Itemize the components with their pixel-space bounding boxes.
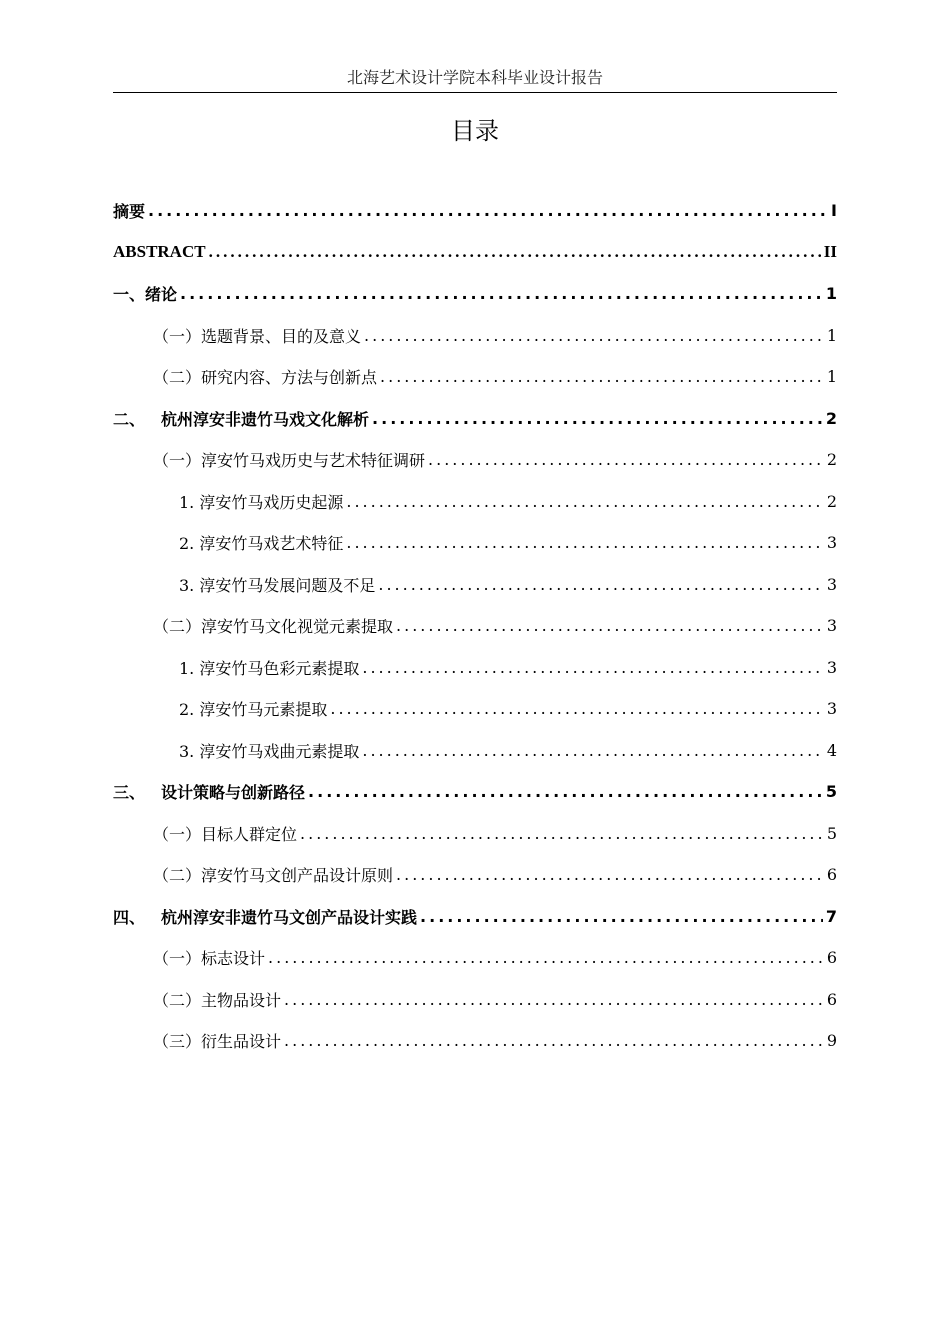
toc-entry[interactable] — [113, 647, 837, 689]
toc-dot-leader — [362, 741, 823, 760]
toc-dot-leader — [428, 450, 824, 469]
toc-dot-leader — [330, 699, 823, 718]
toc-entry[interactable] — [113, 1020, 837, 1062]
toc-dot-leader — [268, 948, 824, 967]
toc-entry-label: 2. 淳安竹马元素提取 — [179, 700, 328, 720]
toc-dot-leader — [346, 533, 823, 552]
toc-entry-page: 3 — [826, 533, 837, 553]
toc-entry-label: ABSTRACT — [113, 242, 206, 262]
toc-entry-page: 6 — [826, 989, 837, 1009]
toc-entry-page: 5 — [826, 823, 837, 843]
toc-entry[interactable] — [113, 896, 837, 938]
toc-dot-leader — [378, 575, 823, 594]
toc-entry-page: 6 — [826, 865, 837, 885]
toc-entry-number: 三、 — [113, 783, 146, 803]
toc-entry-page: 4 — [826, 740, 837, 760]
toc-dot-leader — [420, 907, 823, 926]
toc-entry-page: 3 — [826, 574, 837, 594]
toc-entry-label: 杭州淳安非遗竹马文创产品设计实践 — [161, 907, 418, 927]
toc-entry-label: （三）衍生品设计 — [153, 1032, 282, 1052]
toc-entry-page: 2 — [826, 450, 837, 470]
toc-entry-number: 二、 — [113, 409, 146, 429]
toc-entry[interactable] — [113, 730, 837, 772]
toc-dot-leader — [308, 782, 823, 801]
toc-entry-page: 1 — [826, 367, 837, 387]
toc-entry-page: II — [823, 242, 837, 262]
page-header-text: 北海艺术设计学院本科毕业设计报告 — [346, 68, 603, 87]
page-header — [113, 68, 837, 93]
toc-entry-label: （二）淳安竹马文化视觉元素提取 — [153, 617, 394, 637]
table-of-contents — [113, 190, 837, 1062]
toc-entry[interactable] — [113, 398, 837, 440]
toc-entry-page: 3 — [826, 616, 837, 636]
toc-dot-leader — [284, 990, 824, 1009]
toc-entry-label: （二）主物品设计 — [153, 990, 282, 1010]
toc-entry[interactable] — [113, 273, 837, 315]
toc-entry[interactable] — [113, 522, 837, 564]
toc-entry[interactable] — [113, 481, 837, 523]
toc-dot-leader — [300, 824, 824, 843]
toc-entry-page: 1 — [825, 284, 837, 304]
toc-entry-label: 1. 淳安竹马色彩元素提取 — [179, 658, 360, 678]
toc-dot-leader — [346, 492, 823, 511]
toc-entry-label: 2. 淳安竹马戏艺术特征 — [179, 534, 344, 554]
toc-entry[interactable] — [113, 688, 837, 730]
toc-entry[interactable] — [113, 564, 837, 606]
toc-entry[interactable] — [113, 190, 837, 232]
toc-entry-label: 3. 淳安竹马发展问题及不足 — [179, 575, 376, 595]
toc-entry[interactable] — [113, 937, 837, 979]
toc-entry-page: 3 — [826, 657, 837, 677]
toc-entry[interactable] — [113, 771, 837, 813]
toc-entry[interactable] — [113, 854, 837, 896]
toc-entry-label: 摘要 — [113, 202, 146, 222]
toc-dot-leader — [362, 658, 823, 677]
toc-entry-page: I — [831, 201, 837, 221]
toc-entry-label: （一）目标人群定位 — [153, 824, 298, 844]
toc-entry-number: 四、 — [113, 907, 146, 927]
toc-entry[interactable] — [113, 356, 837, 398]
toc-dot-leader — [148, 201, 828, 220]
toc-entry-page: 3 — [826, 699, 837, 719]
toc-entry-label: （二）研究内容、方法与创新点 — [153, 368, 378, 388]
toc-dot-leader — [380, 367, 824, 386]
toc-entry-label: （二）淳安竹马文创产品设计原则 — [153, 866, 394, 886]
toc-entry[interactable] — [113, 439, 837, 481]
toc-entry-label: 1. 淳安竹马戏历史起源 — [179, 492, 344, 512]
toc-entry-label: 一、绪论 — [113, 285, 178, 305]
toc-entry-label: 杭州淳安非遗竹马戏文化解析 — [161, 409, 370, 429]
toc-entry[interactable] — [113, 315, 837, 357]
toc-dot-leader — [284, 1031, 824, 1050]
toc-dot-leader — [396, 616, 824, 635]
toc-entry-page: 5 — [825, 782, 837, 802]
toc-entry-label: （一）标志设计 — [153, 949, 266, 969]
toc-entry-page: 2 — [825, 408, 837, 428]
toc-entry-label: 设计策略与创新路径 — [161, 783, 306, 803]
toc-entry[interactable] — [113, 979, 837, 1021]
toc-entry-label: （一）淳安竹马戏历史与艺术特征调研 — [153, 451, 426, 471]
toc-entry-page: 9 — [826, 1031, 837, 1051]
toc-entry-label: （一）选题背景、目的及意义 — [153, 326, 362, 346]
toc-dot-leader — [180, 284, 823, 303]
toc-dot-leader — [364, 326, 824, 345]
toc-entry-page: 1 — [826, 325, 837, 345]
toc-entry-page: 7 — [825, 906, 837, 926]
toc-entry[interactable] — [113, 232, 837, 274]
toc-entry-page: 6 — [826, 948, 837, 968]
toc-entry[interactable] — [113, 813, 837, 855]
toc-entry-page: 2 — [826, 491, 837, 511]
toc-dot-leader — [372, 409, 823, 428]
toc-dot-leader — [209, 242, 821, 262]
toc-dot-leader — [396, 865, 824, 884]
toc-entry[interactable] — [113, 605, 837, 647]
page-title: 目录 — [451, 117, 499, 145]
toc-entry-label: 3. 淳安竹马戏曲元素提取 — [179, 741, 360, 761]
